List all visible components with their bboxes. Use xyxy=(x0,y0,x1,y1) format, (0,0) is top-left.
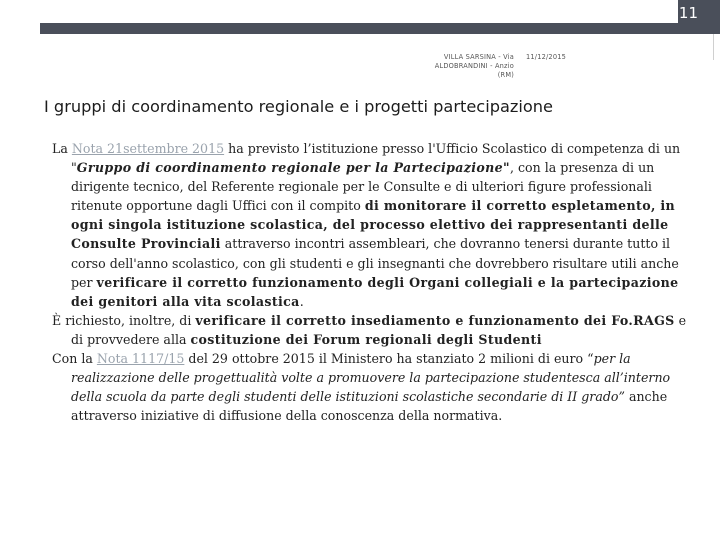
slide-body xyxy=(52,139,692,425)
italic-text: per la realizzazione delle progettualità volte a promuovere la partecipazione studentesca all’interno della scuola da parte degli studenti delle istituzioni scolastiche secondarie di II grado” xyxy=(71,351,671,405)
text: . xyxy=(299,293,304,309)
link-nota-21-settembre[interactable]: Nota 21settembre 2015 xyxy=(71,141,225,156)
meta-date: 11/12/2015 xyxy=(526,53,567,61)
text: Con la xyxy=(52,351,97,367)
top-band xyxy=(40,23,720,34)
slide-meta xyxy=(0,53,720,83)
emphasis-text: verificare il corretto funzionamento degli Organi collegiali e la partecipazione dei genitori alla vita scolastica xyxy=(71,274,679,309)
page-number: 11 xyxy=(678,4,698,22)
paragraph-nota-ottobre xyxy=(52,349,692,425)
text: attraverso incontri assembleari, che dovranno tenersi durante tutto il corso dell'anno scolastico, con gli studenti e gli insegnanti che dovrebbero risultare utili anche per xyxy=(71,236,679,290)
emphasis-text: costituzione dei Forum regionali degli Studenti xyxy=(190,331,542,347)
text: La xyxy=(52,141,72,156)
top-bar xyxy=(0,0,720,34)
text: e di provvedere alla xyxy=(71,312,687,347)
text: anche attraverso iniziative di diffusione della conoscenza della normativa. xyxy=(71,389,668,424)
text: , con la presenza di un dirigente tecnico, del Referente regionale per le Consulte e di ulteriori figure professionali ritenute opportune dagli Uffici con il compito xyxy=(71,160,655,214)
paragraph-nota-settembre xyxy=(52,139,692,311)
emphasis-text: verificare il corretto insediamento e funzionamento dei Fo.RAGS xyxy=(195,312,675,328)
link-nota-1117-15[interactable]: Nota 1117/15 xyxy=(96,351,185,367)
text: del 29 ottobre 2015 il Ministero ha stanziato 2 milioni di euro “ xyxy=(184,351,594,367)
emphasis-text: Gruppo di coordinamento regionale per la Partecipazione" xyxy=(76,160,510,176)
text: È richiesto, inoltre, di xyxy=(52,312,196,328)
emphasis-text: di monitorare il corretto espletamento, in ogni singola istituzione scolastica, del processo elettivo dei rappresentanti delle Consulte Provinciali xyxy=(71,198,676,252)
text: ha previsto l’istituzione presso l'Ufficio Scolastico di competenza di un " xyxy=(71,141,681,176)
paragraph-richiesta xyxy=(52,311,692,349)
meta-address: VILLA SARSINA - Via ALDOBRANDINI - Anzio (RM) xyxy=(434,53,514,79)
slide-title: I gruppi di coordinamento regionale e i progetti partecipazione xyxy=(44,97,554,116)
